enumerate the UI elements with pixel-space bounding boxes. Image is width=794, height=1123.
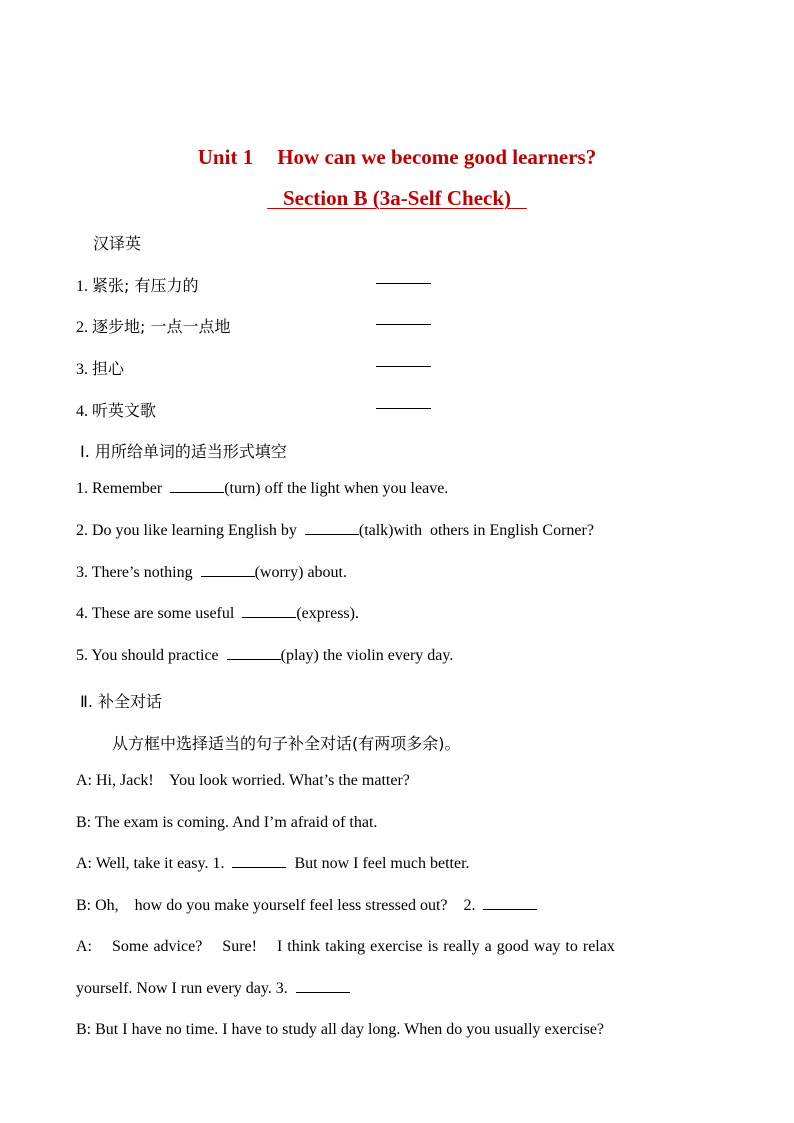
answer-blank[interactable] <box>170 480 224 493</box>
answer-blank[interactable] <box>201 564 255 577</box>
item-text: 担心 <box>92 359 125 378</box>
dialogue-line: A: Hi, Jack! You look worried. What’s the matter? <box>76 772 410 789</box>
dialogue-line <box>76 980 736 998</box>
vocab-item <box>76 314 736 334</box>
item-text: 1. Remember <box>76 480 163 497</box>
vocab-item <box>76 273 736 293</box>
dialogue-line: B: But I have no time. I have to study all day long. When do you usually exercise? <box>76 1021 605 1038</box>
dialogue-line <box>76 855 736 873</box>
part2-heading: Ⅱ. 补全对话 <box>80 692 163 711</box>
answer-blank[interactable] <box>296 980 350 993</box>
fill-item <box>76 605 736 623</box>
item-hint: (express). <box>296 605 359 622</box>
answer-blank[interactable] <box>242 605 296 618</box>
item-text: the violin every day. <box>322 647 454 664</box>
item-number: 3. <box>76 361 88 378</box>
fill-item <box>76 480 736 498</box>
item-text: others in English Corner? <box>429 522 594 539</box>
dialogue-line: A: Some advice? Sure! I think taking exercise is really a good way to relax <box>76 938 615 955</box>
unit-label: Unit 1 <box>197 145 254 169</box>
answer-blank[interactable] <box>376 324 431 325</box>
fill-item <box>76 647 736 665</box>
answer-blank[interactable] <box>305 522 359 535</box>
item-text: 4. These are some useful <box>76 605 235 622</box>
item-number: 4. <box>76 403 88 420</box>
fill-item <box>76 522 736 540</box>
item-hint: (talk)with <box>358 522 422 539</box>
section-label: Section B (3a-Self Check) <box>282 186 512 210</box>
vocab-item <box>76 356 736 376</box>
answer-blank[interactable] <box>232 855 286 868</box>
answer-blank[interactable] <box>483 897 537 910</box>
dialogue-text: yourself. Now I run every day. 3. <box>76 980 288 997</box>
item-hint: (worry) <box>254 564 304 581</box>
part1-heading: Ⅰ. 用所给单词的适当形式填空 <box>80 442 287 461</box>
item-text: 听英文歌 <box>92 401 157 420</box>
answer-blank[interactable] <box>376 408 431 409</box>
item-text: 5. You should practice <box>76 647 219 664</box>
answer-blank[interactable] <box>376 366 431 367</box>
dialogue-text: But now I feel much better. <box>294 855 470 872</box>
dialogue-line: B: The exam is coming. And I’m afraid of that. <box>76 814 378 831</box>
unit-title <box>0 145 794 170</box>
item-text: off the light when you leave. <box>264 480 449 497</box>
item-text: 逐步地; 一点一点地 <box>92 317 231 336</box>
item-text: 2. Do you like learning English by <box>76 522 297 539</box>
item-text: about. <box>307 564 347 581</box>
vocab-heading: 汉译英 <box>93 234 142 253</box>
vocab-item <box>76 398 736 418</box>
item-text: 3. There’s nothing <box>76 564 193 581</box>
dialogue-text: B: Oh, how do you make yourself feel less stressed out? 2. <box>76 897 476 914</box>
dialogue-text: A: Well, take it easy. 1. <box>76 855 225 872</box>
part2-instruction: 从方框中选择适当的句子补全对话(有两项多余)。 <box>112 734 461 753</box>
item-number: 2. <box>76 319 88 336</box>
answer-blank[interactable] <box>227 647 281 660</box>
item-text: 紧张; 有压力的 <box>92 276 199 295</box>
dialogue-line <box>76 897 736 915</box>
item-number: 1. <box>76 278 88 295</box>
item-hint: (turn) <box>224 480 261 497</box>
unit-question: How can we become good learners? <box>277 145 597 169</box>
section-title <box>0 186 794 211</box>
answer-blank[interactable] <box>376 283 431 284</box>
fill-item <box>76 564 736 582</box>
item-hint: (play) <box>280 647 319 664</box>
